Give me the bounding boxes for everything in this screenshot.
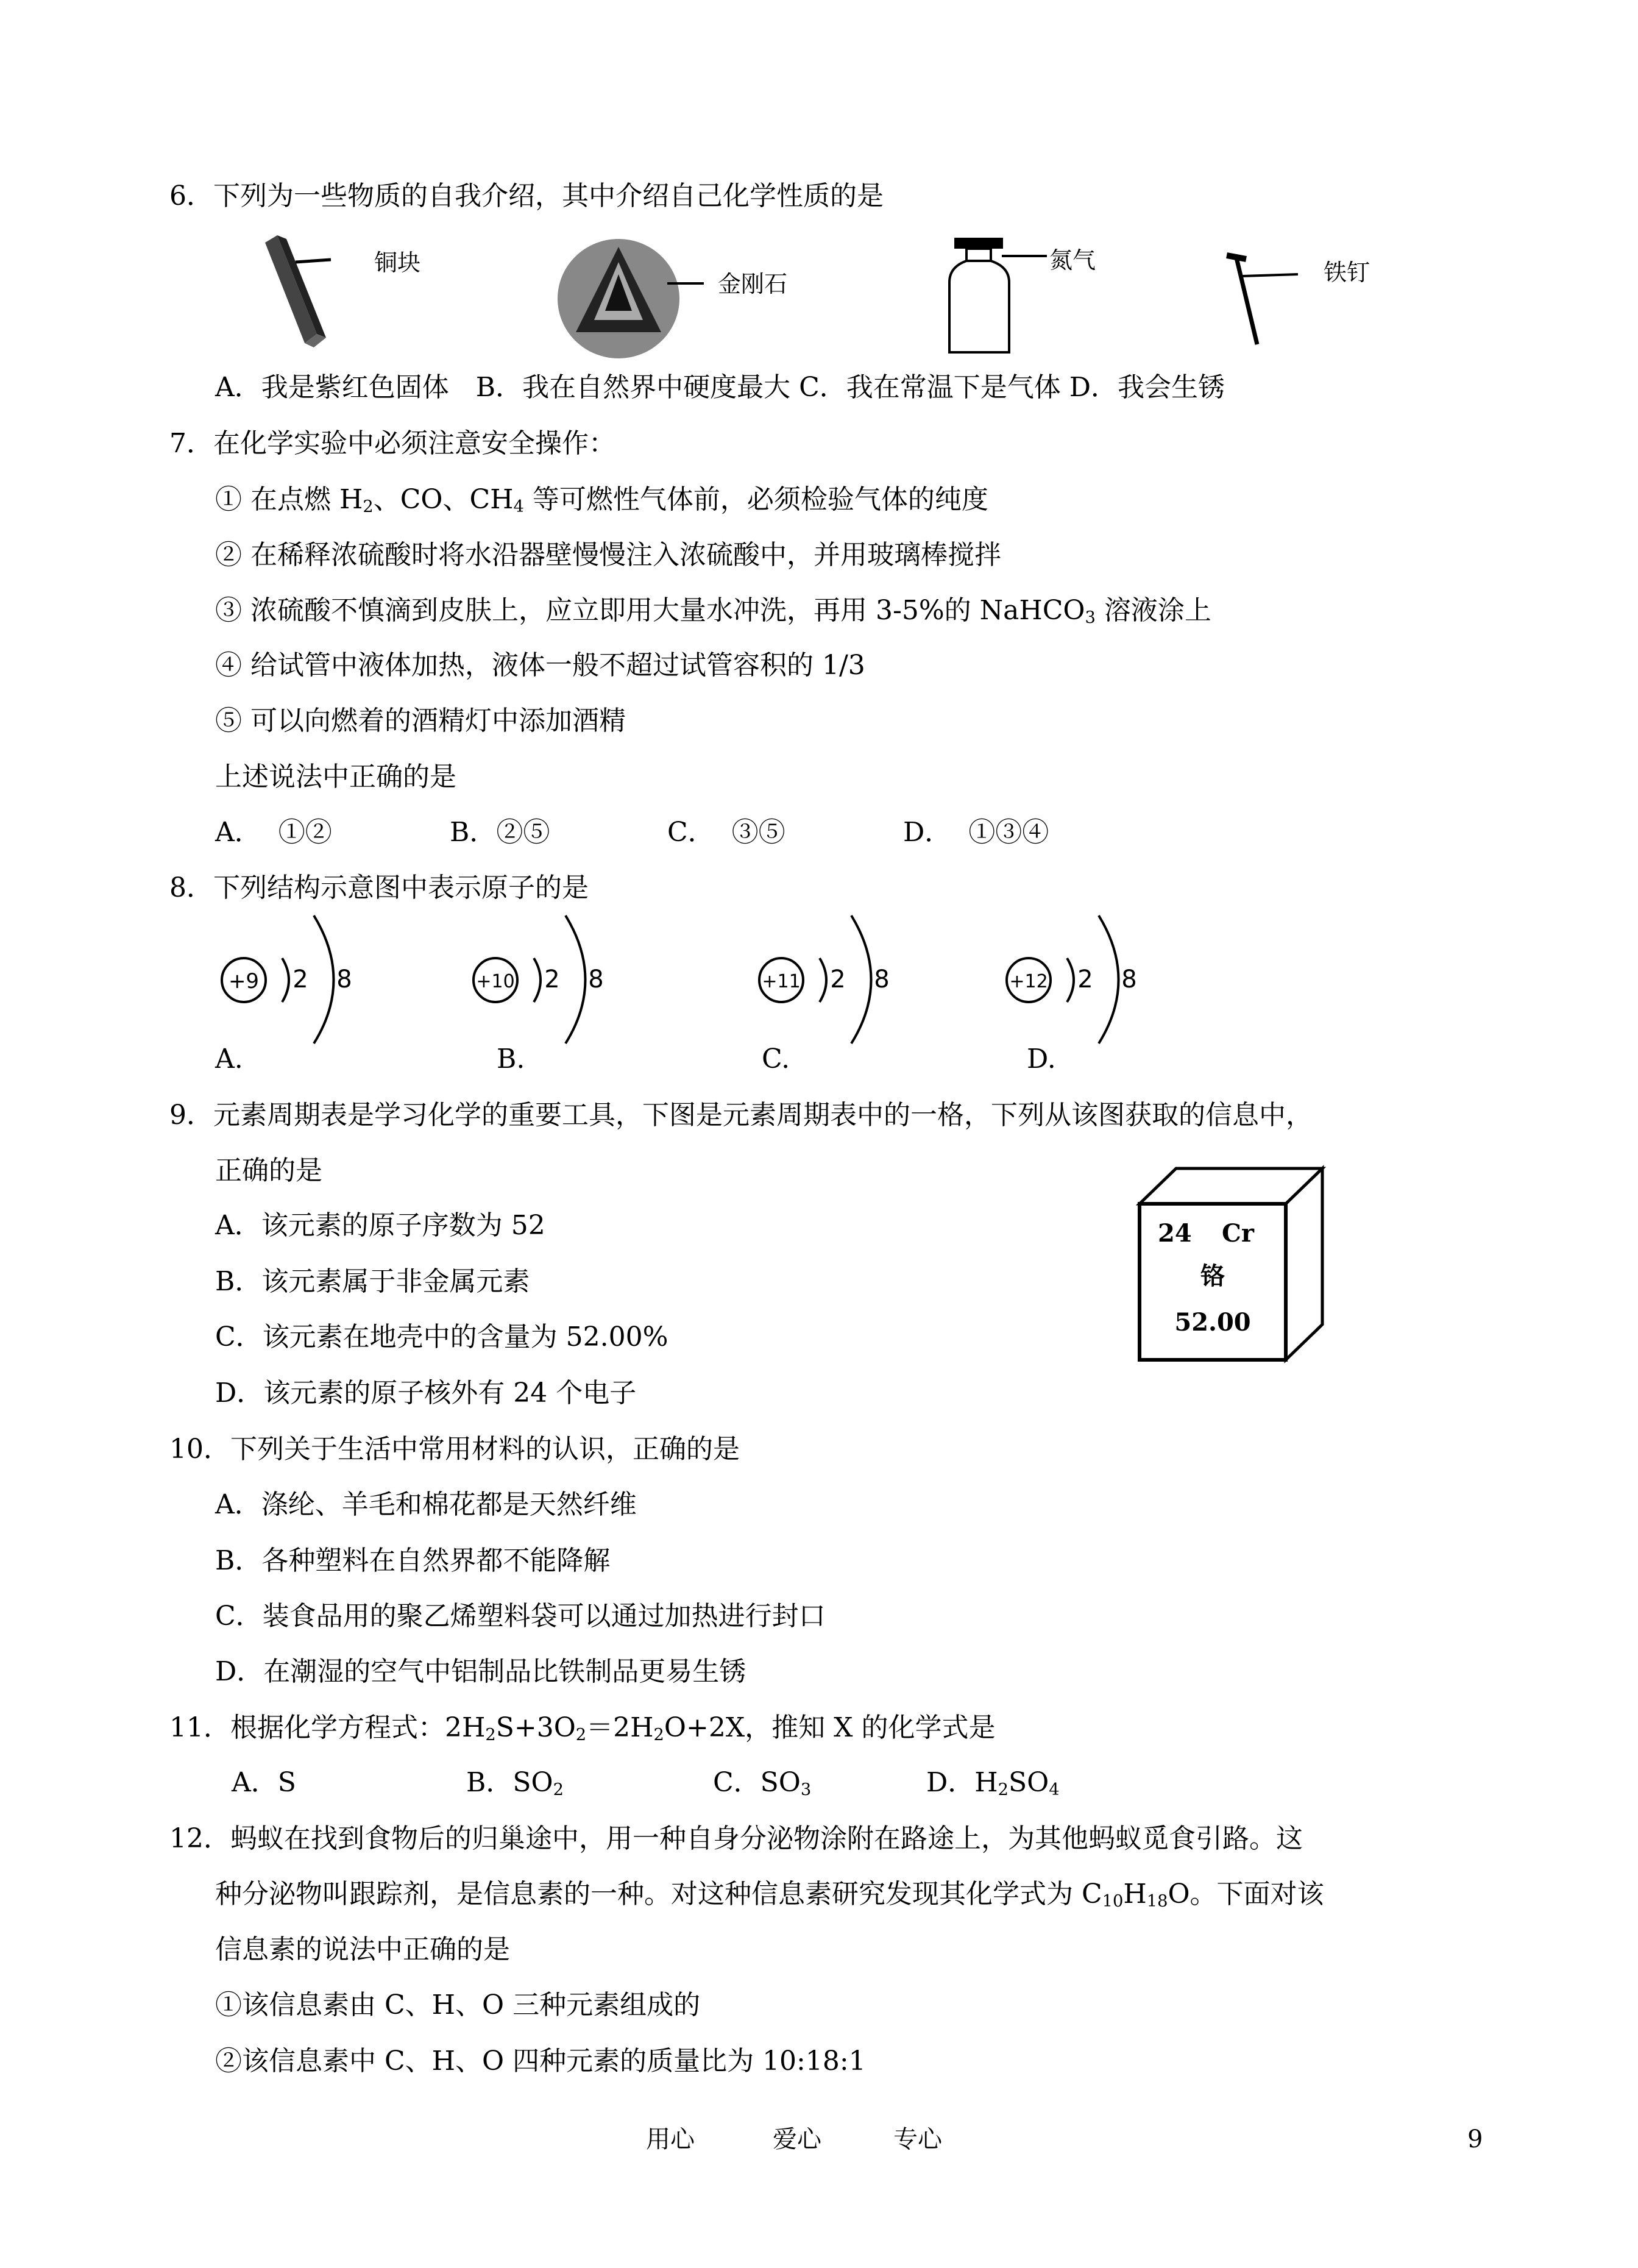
atom-diagram-b (468, 908, 633, 1048)
q11-stem: 11．根据化学方程式：$2H_2S+3O_2=2H_2O+2X$，推知 X 的化学式是 (169, 1712, 996, 1744)
q8-option-d: D. (1027, 1043, 1056, 1075)
q7-option-b: B．②⑤ (450, 817, 550, 848)
diamond-icon (551, 235, 710, 363)
diamond-label: 金刚石 (718, 271, 788, 297)
q10-option-d: D．在潮湿的空气中铝制品比铁制品更易生锈 (215, 1656, 746, 1687)
q8-stem: 8．下列结构示意图中表示原子的是 (169, 872, 589, 903)
q11-option-b: B．$SO_2$ (466, 1767, 564, 1799)
atom-c-shell-1: 2 (830, 965, 846, 994)
atom-diagram-d (1001, 908, 1166, 1048)
atom-b-shell-1: 2 (544, 965, 560, 994)
q7-statement-3: ③ 浓硫酸不慎滴到皮肤上，应立即用大量水冲洗，再用 3-5%的 NaHCO$_3$ 溶液涂上 (215, 595, 1211, 627)
q8-option-a: A. (215, 1043, 243, 1075)
q7-statement-4: ④ 给试管中液体加热，液体一般不超过试管容积的 1/3 (215, 650, 865, 681)
q7-option-d: D． ①③④ (903, 817, 1049, 848)
q10-option-a: A．涤纶、羊毛和棉花都是天然纤维 (215, 1489, 637, 1520)
q7-lead: 上述说法中正确的是 (215, 761, 456, 792)
page-number: 9 (1467, 2125, 1483, 2153)
atom-diagram-a (216, 908, 381, 1048)
q7-option-a: A． ①② (215, 817, 332, 848)
q8-option-b: B. (497, 1043, 525, 1075)
copper-block-icon (259, 230, 369, 358)
element-mass: 52.00 (1174, 1308, 1251, 1337)
footer-motto-2: 爱心 (773, 2125, 821, 2153)
element-name: 铬 (1200, 1262, 1225, 1290)
atom-a-shell-1: 2 (292, 965, 308, 994)
atom-b-nucleus: +10 (476, 971, 515, 992)
q6-stem: 6．下列为一些物质的自我介绍，其中介绍自己化学性质的是 (169, 180, 884, 212)
q12-line-1: 12．蚂蚁在找到食物后的归巢途中，用一种自身分泌物涂附在路途上，为其他蚂蚁觅食引路。这 (169, 1823, 1303, 1854)
copper-label: 铜块 (374, 249, 421, 276)
atom-d-nucleus: +12 (1009, 971, 1048, 992)
element-number: 24 (1158, 1219, 1192, 1248)
q7-option-c: C． ③⑤ (667, 817, 785, 848)
atom-c-nucleus: +11 (762, 971, 801, 992)
q10-stem: 10．下列关于生活中常用材料的认识，正确的是 (169, 1434, 740, 1465)
q7-statement-5: ⑤ 可以向燃着的酒精灯中添加酒精 (215, 705, 626, 736)
atom-d-shell-2: 8 (1121, 965, 1137, 994)
periodic-table-cell (1133, 1161, 1328, 1362)
q10-option-b: B．各种塑料在自然界都不能降解 (215, 1545, 611, 1576)
q11-option-a: A．S (232, 1767, 296, 1798)
q8-option-c: C. (762, 1043, 790, 1075)
footer-motto-3: 专心 (893, 2125, 942, 2153)
q9-stem-line-1: 9．元素周期表是学习化学的重要工具，下图是元素周期表中的一格，下列从该图获取的信息中， (169, 1100, 1313, 1131)
q12-statement-2: ②该信息素中 C、H、O 四种元素的质量比为 10:18:1 (215, 2046, 866, 2077)
q9-option-c: C．该元素在地壳中的含量为 52.00% (215, 1321, 668, 1353)
q11-option-c: C．$SO_3$ (713, 1767, 812, 1799)
q12-statement-1: ①该信息素由 C、H、O 三种元素组成的 (215, 1989, 701, 2021)
q7-statement-2: ② 在稀释浓硫酸时将水沿器壁慢慢注入浓硫酸中，并用玻璃棒搅拌 (215, 539, 1001, 571)
q9-option-b: B．该元素属于非金属元素 (215, 1266, 530, 1297)
q9-option-a: A．该元素的原子序数为 52 (215, 1210, 545, 1241)
atom-a-nucleus: +9 (228, 969, 260, 994)
nitrogen-label: 氮气 (1049, 247, 1096, 274)
atom-b-shell-2: 8 (588, 965, 604, 994)
q9-stem-line-2: 正确的是 (215, 1155, 322, 1186)
atom-c-shell-2: 8 (874, 965, 890, 994)
iron-nail-label: 铁钉 (1324, 259, 1370, 286)
atom-diagram-c (754, 908, 918, 1048)
element-symbol: Cr (1222, 1219, 1254, 1248)
atom-a-shell-2: 8 (336, 965, 352, 994)
q9-option-d: D．该元素的原子核外有 24 个电子 (215, 1378, 637, 1409)
q6-options: A．我是紫红色固体 B．我在自然界中硬度最大 C．我在常温下是气体 D．我会生锈 (215, 372, 1225, 403)
q12-line-3: 信息素的说法中正确的是 (215, 1934, 510, 1965)
q10-option-c: C．装食品用的聚乙烯塑料袋可以通过加热进行封口 (215, 1601, 826, 1632)
q12-line-2: 种分泌物叫跟踪剂，是信息素的一种。对这种信息素研究发现其化学式为 $C_{10}H_{18}O$。下面对该 (215, 1879, 1324, 1911)
atom-d-shell-1: 2 (1077, 965, 1093, 994)
gas-bottle-icon (943, 236, 1053, 358)
q7-statement-1: ① 在点燃 $H_2$、CO、$CH_4$ 等可燃性气体前，必须检验气体的纯度 (215, 484, 988, 516)
q7-stem: 7．在化学实验中必须注意安全操作： (169, 428, 615, 459)
q11-option-d: D．$H_2SO_4$ (926, 1767, 1060, 1799)
footer-motto-1: 用心 (646, 2125, 695, 2153)
